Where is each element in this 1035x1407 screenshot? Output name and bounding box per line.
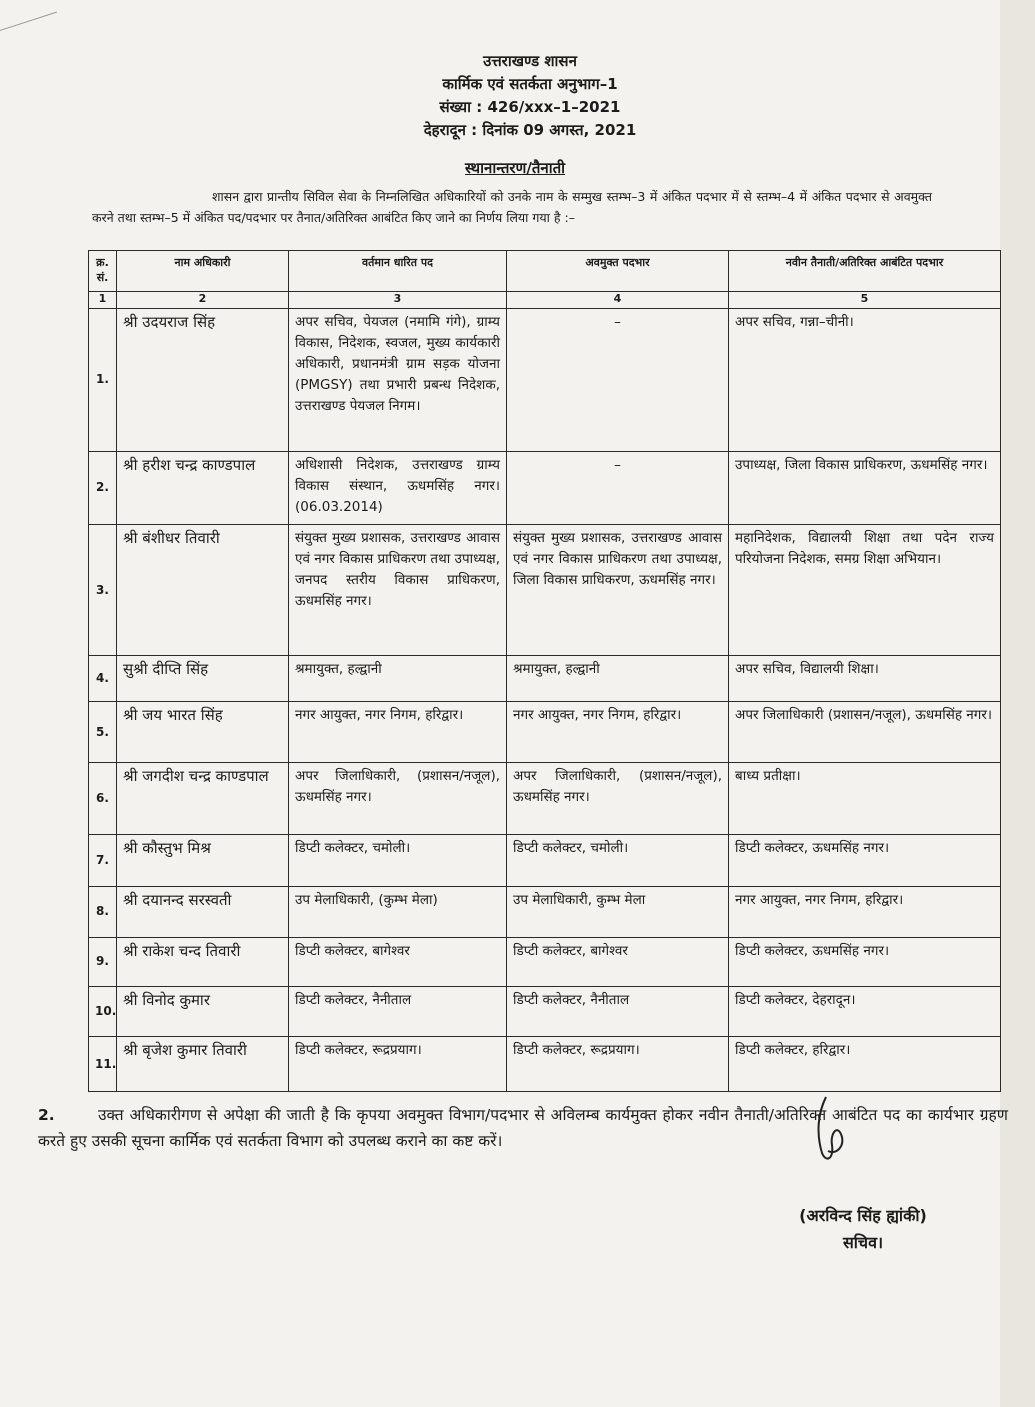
relieved-charge: डिप्टी कलेक्टर, बागेश्वर xyxy=(507,937,729,986)
current-post: अपर सचिव, पेयजल (नमामि गंगे), ग्राम्य विकास, निदेशक, स्वजल, मुख्य कार्यकारी अधिकारी, प्रधानमंत्री ग्राम सड़क योजना (PMGSY) तथा प्रभारी प्रबन्ध निदेशक, उत्तराखण्ड पेयजल निगम। xyxy=(289,308,507,451)
column-number: 1 xyxy=(89,291,117,308)
serial-number: 3. xyxy=(89,525,117,656)
serial-number: 6. xyxy=(89,763,117,834)
new-posting: डिप्टी कलेक्टर, देहरादून। xyxy=(729,986,1001,1036)
serial-number: 8. xyxy=(89,887,117,937)
table-row xyxy=(89,525,1001,656)
subject-heading: स्थानान्तरण/तैनाती xyxy=(465,159,566,177)
serial-number: 9. xyxy=(89,937,117,986)
officer-name: श्री जय भारत सिंह xyxy=(117,702,289,763)
instruction-paragraph xyxy=(38,1102,1008,1154)
government-name: उत्तराखण्ड शासन xyxy=(483,52,577,70)
department-name: कार्मिक एवं सतर्कता अनुभाग–1 xyxy=(442,75,618,93)
pencil-mark xyxy=(0,0,57,31)
relieved-charge: – xyxy=(507,451,729,524)
new-posting: नगर आयुक्त, नगर निगम, हरिद्वार। xyxy=(729,887,1001,937)
new-posting: अपर सचिव, विद्यालयी शिक्षा। xyxy=(729,656,1001,702)
new-posting: बाध्य प्रतीक्षा। xyxy=(729,763,1001,834)
officer-name: सुश्री दीप्ति सिंह xyxy=(117,656,289,702)
relieved-charge: श्रमायुक्त, हल्द्वानी xyxy=(507,656,729,702)
signature-scribble xyxy=(808,1093,848,1173)
current-post: अपर जिलाधिकारी, (प्रशासन/नजूल), ऊधमसिंह नगर। xyxy=(289,763,507,834)
table-row xyxy=(89,1037,1001,1092)
signatory-name: (अरविन्द सिंह ह्यांकी) xyxy=(799,1206,927,1225)
current-post: डिप्टी कलेक्टर, बागेश्वर xyxy=(289,937,507,986)
serial-number: 11. xyxy=(89,1037,117,1092)
paragraph-number: 2. xyxy=(38,1106,55,1124)
officer-name: श्री उदयराज सिंह xyxy=(117,308,289,451)
relieved-charge: नगर आयुक्त, नगर निगम, हरिद्वार। xyxy=(507,702,729,763)
relieved-charge: डिप्टी कलेक्टर, रूद्रप्रयाग। xyxy=(507,1037,729,1092)
table-row xyxy=(89,763,1001,834)
relieved-charge: डिप्टी कलेक्टर, नैनीताल xyxy=(507,986,729,1036)
current-post: डिप्टी कलेक्टर, रूद्रप्रयाग। xyxy=(289,1037,507,1092)
new-posting: महानिदेशक, विद्यालयी शिक्षा तथा पदेन राज्य परियोजना निदेशक, समग्र शिक्षा अभियान। xyxy=(729,525,1001,656)
table-row xyxy=(89,656,1001,702)
relieved-charge: – xyxy=(507,308,729,451)
new-posting: डिप्टी कलेक्टर, ऊधमसिंह नगर। xyxy=(729,834,1001,886)
current-post: डिप्टी कलेक्टर, चमोली। xyxy=(289,834,507,886)
new-posting: अपर जिलाधिकारी (प्रशासन/नजूल), ऊधमसिंह नगर। xyxy=(729,702,1001,763)
table-row xyxy=(89,937,1001,986)
column-number: 2 xyxy=(117,291,289,308)
serial-number: 5. xyxy=(89,702,117,763)
officer-name: श्री कौस्तुभ मिश्र xyxy=(117,834,289,886)
new-posting: अपर सचिव, गन्ना–चीनी। xyxy=(729,308,1001,451)
header-cell: क्र. सं. xyxy=(89,251,117,292)
current-post: संयुक्त मुख्य प्रशासक, उत्तराखण्ड आवास एवं नगर विकास प्राधिकरण तथा उपाध्यक्ष, जनपद स्तरीय विकास प्राधिकरण, ऊधमसिंह नगर। xyxy=(289,525,507,656)
serial-number: 4. xyxy=(89,656,117,702)
current-post: नगर आयुक्त, नगर निगम, हरिद्वार। xyxy=(289,702,507,763)
new-posting: उपाध्यक्ष, जिला विकास प्राधिकरण, ऊधमसिंह नगर। xyxy=(729,451,1001,524)
column-number-row xyxy=(89,291,1001,308)
header-cell: वर्तमान धारित पद xyxy=(289,251,507,292)
letter-header xyxy=(330,50,730,142)
officer-name: श्री बंशीधर तिवारी xyxy=(117,525,289,656)
serial-number: 10. xyxy=(89,986,117,1036)
current-post: उप मेलाधिकारी, (कुम्भ मेला) xyxy=(289,887,507,937)
column-number: 5 xyxy=(729,291,1001,308)
table-row xyxy=(89,702,1001,763)
paragraph-text: उक्त अधिकारीगण से अपेक्षा की जाती है कि कृपया अवमुक्त विभाग/पदभार से अविलम्ब कार्यमुक्त होकर नवीन तैनाती/अतिरिक्त आबंटित पद का कार्यभार ग्रहण करते हुए उसकी सूचना कार्मिक एवं सतर्कता विभाग को उपलब्ध कराने का कष्ट करें। xyxy=(38,1106,1008,1150)
order-number: संख्या : 426/xxx–1–2021 xyxy=(439,98,621,116)
serial-number: 2. xyxy=(89,451,117,524)
new-posting: डिप्टी कलेक्टर, हरिद्वार। xyxy=(729,1037,1001,1092)
header-cell: अवमुक्त पदभार xyxy=(507,251,729,292)
table-row xyxy=(89,451,1001,524)
header-cell: नाम अधिकारी xyxy=(117,251,289,292)
table-row xyxy=(89,887,1001,937)
header-cell: नवीन तैनाती/अतिरिक्त आबंटित पदभार xyxy=(729,251,1001,292)
column-number: 4 xyxy=(507,291,729,308)
serial-number: 7. xyxy=(89,834,117,886)
officer-name: श्री जगदीश चन्द्र काण्डपाल xyxy=(117,763,289,834)
table-row xyxy=(89,834,1001,886)
current-post: श्रमायुक्त, हल्द्वानी xyxy=(289,656,507,702)
relieved-charge: उप मेलाधिकारी, कुम्भ मेला xyxy=(507,887,729,937)
relieved-charge: डिप्टी कलेक्टर, चमोली। xyxy=(507,834,729,886)
serial-number: 1. xyxy=(89,308,117,451)
officer-name: श्री विनोद कुमार xyxy=(117,986,289,1036)
officer-name: श्री राकेश चन्द तिवारी xyxy=(117,937,289,986)
relieved-charge: अपर जिलाधिकारी, (प्रशासन/नजूल), ऊधमसिंह नगर। xyxy=(507,763,729,834)
order-date: देहरादून : दिनांक 09 अगस्त, 2021 xyxy=(423,121,637,139)
officer-name: श्री हरीश चन्द्र काण्डपाल xyxy=(117,451,289,524)
officer-name: श्री बृजेश कुमार तिवारी xyxy=(117,1037,289,1092)
intro-paragraph: शासन द्वारा प्रान्तीय सिविल सेवा के निम्नलिखित अधिकारियों को उनके नाम के सम्मुख स्तम्भ–3 में अंकित पदभार में से स्तम्भ–4 में अंकित पदभार से अवमुक्त करने तथा स्तम्भ–5 में अंकित पद/पदभार पर तैनात/अतिरिक्त आबंटित किए जाने का निर्णय लिया गया है :– xyxy=(92,189,932,225)
table-header-row xyxy=(89,251,1001,292)
transfer-table xyxy=(88,250,1001,1092)
table-row xyxy=(89,986,1001,1036)
table-row xyxy=(89,308,1001,451)
current-post: डिप्टी कलेक्टर, नैनीताल xyxy=(289,986,507,1036)
column-number: 3 xyxy=(289,291,507,308)
officer-name: श्री दयानन्द सरस्वती xyxy=(117,887,289,937)
current-post: अधिशासी निदेशक, उत्तराखण्ड ग्राम्य विकास संस्थान, ऊधमसिंह नगर। (06.03.2014) xyxy=(289,451,507,524)
signatory-designation: सचिव। xyxy=(842,1233,884,1252)
signatory-block xyxy=(768,1202,958,1256)
relieved-charge: संयुक्त मुख्य प्रशासक, उत्तराखण्ड आवास एवं नगर विकास प्राधिकरण तथा उपाध्यक्ष, जिला विकास प्राधिकरण, ऊधमसिंह नगर। xyxy=(507,525,729,656)
new-posting: डिप्टी कलेक्टर, ऊधमसिंह नगर। xyxy=(729,937,1001,986)
